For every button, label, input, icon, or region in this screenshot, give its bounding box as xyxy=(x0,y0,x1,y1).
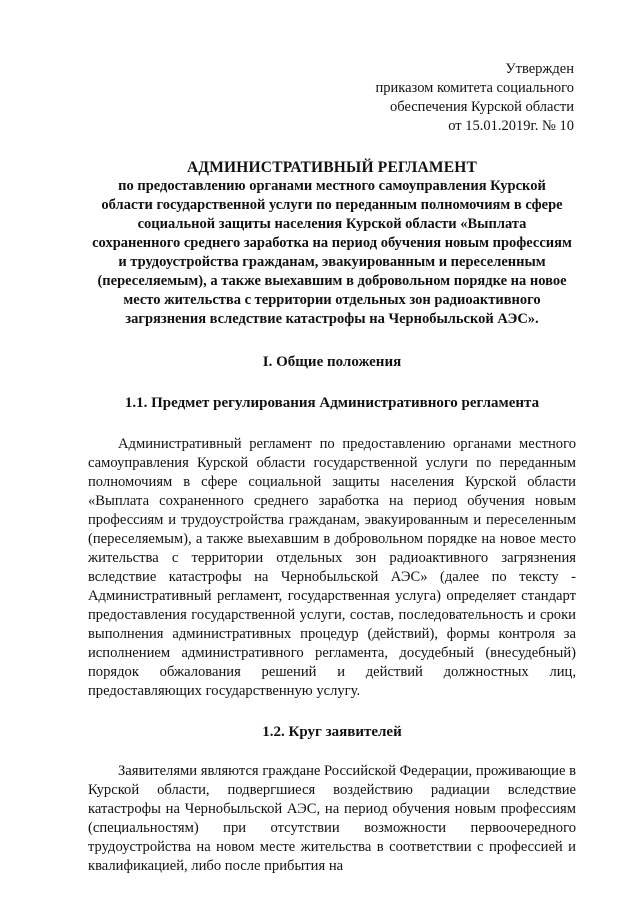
body-paragraph: Заявителями являются граждане Российской Федерации, проживающие в Курской области, подвергшиеся воздействию радиации вследствие катастрофы на Чернобыльской АЭС, на период обучения новым профессиям (специальностям) при отсутствии возможности первоочередного трудоустройства на новом месте жительства в соответствии с профессией и квалификацией, либо после прибытия на xyxy=(88,763,576,874)
approval-stamp xyxy=(376,60,574,136)
body-paragraph: Административный регламент по предоставлению органами местного самоуправления Курской области государственной услуги по переданным полномочиям в сфере социальной защиты населения Курской области «Выплата сохраненного среднего заработка на период обучения новым профессиям и трудоустройства гражданам, эвакуированным и переселенным (переселяемым), а также выехавшим в добровольном порядке на новое место жительства с территории отдельных зон радиоактивного загрязнения вследствие катастрофы на Чернобыльской АЭС» (далее по тексту - Административный регламент, государственная услуга) определяет стандарт предоставления государственной услуги, состав, последовательность и сроки выполнения административных процедур (действий), формы контроля за исполнением административного регламента, досудебный (внесудебный) порядок обжалования решений и действий должностных лиц, предоставляющих государственную услугу. xyxy=(88,436,576,699)
approval-line: Утвержден xyxy=(505,61,574,77)
subsection-heading: 1.1. Предмет регулирования Административного регламента xyxy=(124,395,540,411)
approval-date-line: от 15.01.2019г. № 10 xyxy=(448,118,574,134)
document-title: АДМИНИСТРАТИВНЫЙ РЕГЛАМЕНТ xyxy=(186,159,478,176)
document-subtitle: по предоставлению органами местного самоуправления Курской области государственной услуги по переданным полномочиям в сфере социальной защиты населения Курской области «Выплата сохраненного среднего заработка на период обучения новым профессиям и трудоустройства гражданам, эвакуированным и переселенным (переселяемым), а также выехавшим в добровольном порядке на новое место жительства с территории отдельных зон радиоактивного загрязнения вследствие катастрофы на Чернобыльской АЭС». xyxy=(92,178,572,327)
approval-line: приказом комитета социального xyxy=(375,80,574,96)
subsection-heading: 1.2. Круг заявителей xyxy=(262,724,402,740)
section-heading: I. Общие положения xyxy=(262,354,402,370)
approval-line: обеспечения Курской области xyxy=(390,99,574,115)
